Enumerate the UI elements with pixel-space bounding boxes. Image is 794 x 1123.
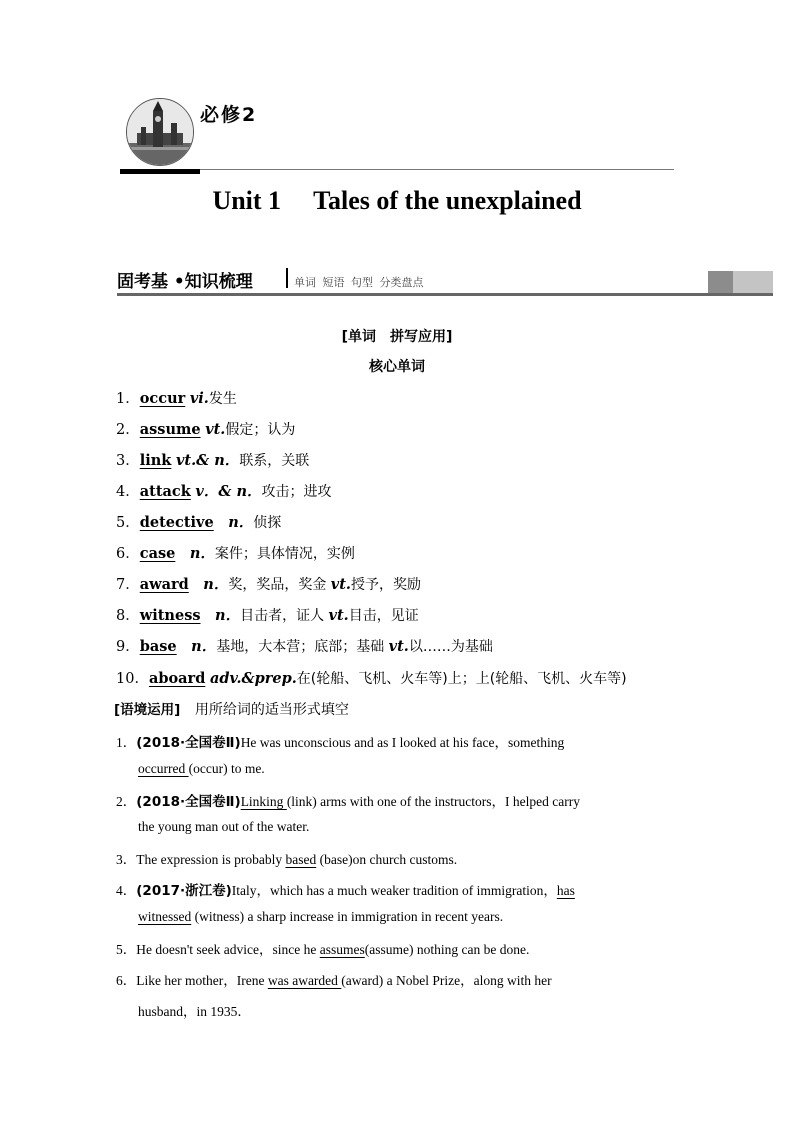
exercise-item-cont: occurred (occur) to me.	[138, 761, 265, 776]
context-heading	[114, 698, 349, 719]
book-title: 必修2	[200, 104, 258, 126]
unit-name: Tales of the unexplained	[313, 186, 582, 215]
exercise-item-cont: witnessed (witness) a sharp increase in immigration in recent years.	[138, 909, 504, 924]
exercise-item: 3．The expression is probably based (base)on church customs.	[116, 852, 458, 867]
section-title: 固考基 •知识梳理	[117, 272, 253, 292]
word-item: 4．attack v．& n．攻击；进攻	[116, 483, 332, 500]
word-item: 8．witness n．目击者，证人 vt.目击，见证	[116, 607, 419, 624]
context-label: [语境运用]	[114, 702, 181, 718]
section-bar-light	[733, 271, 773, 293]
word-item: 9．base n．基地，大本营；底部；基础 vt.以……为基础	[116, 638, 493, 655]
exercise-item: 1．(2018·全国卷Ⅱ)He was unconscious and as I looked at his face，something	[116, 735, 565, 751]
big-ben-icon	[126, 98, 194, 166]
word-item: 6．case n．案件；具体情况，实例	[116, 545, 355, 562]
unit-number: Unit 1	[212, 186, 282, 215]
exercise-item-cont: husband，in 1935．	[138, 1004, 251, 1019]
word-item: 5．detective n．侦探	[116, 514, 282, 531]
context-instruction: 用所给词的适当形式填空	[194, 702, 349, 718]
vocab-heading: [单词 拼写应用]	[341, 329, 453, 345]
exercise-item: 4．(2017·浙江卷)Italy，which has a much weaker tradition of immigration，has	[116, 883, 575, 899]
exercise-item-cont: the young man out of the water.	[138, 819, 310, 834]
section-bar-dark	[708, 271, 733, 293]
word-item: 10．aboard adv.&prep.在(轮船、飞机、火车等)上；上(轮船、飞机、火车等)	[116, 670, 627, 687]
section-rule	[117, 293, 773, 296]
word-item: 2．assume vt.假定；认为	[116, 421, 296, 438]
header-rule	[200, 169, 674, 170]
header-rule-thick	[120, 169, 200, 174]
word-item: 3．link vt.& n．联系，关联	[116, 452, 310, 469]
section-subtitle: 单词 短语 句型 分类盘点	[294, 276, 424, 289]
exercise-item: 2．(2018·全国卷Ⅱ)Linking (link) arms with one of the instructors，I helped carry	[116, 794, 580, 810]
section-divider	[286, 268, 288, 288]
exercise-item: 6．Like her mother，Irene was awarded (award) a Nobel Prize，along with her	[116, 973, 552, 988]
unit-title	[0, 186, 794, 216]
exercise-item: 5．He doesn't seek advice，since he assumes(assume) nothing can be done.	[116, 942, 530, 957]
core-heading: 核心单词	[369, 359, 425, 375]
word-item: 1．occur vi.发生	[116, 390, 237, 407]
word-item: 7．award n．奖，奖品，奖金 vt.授予，奖励	[116, 576, 421, 593]
